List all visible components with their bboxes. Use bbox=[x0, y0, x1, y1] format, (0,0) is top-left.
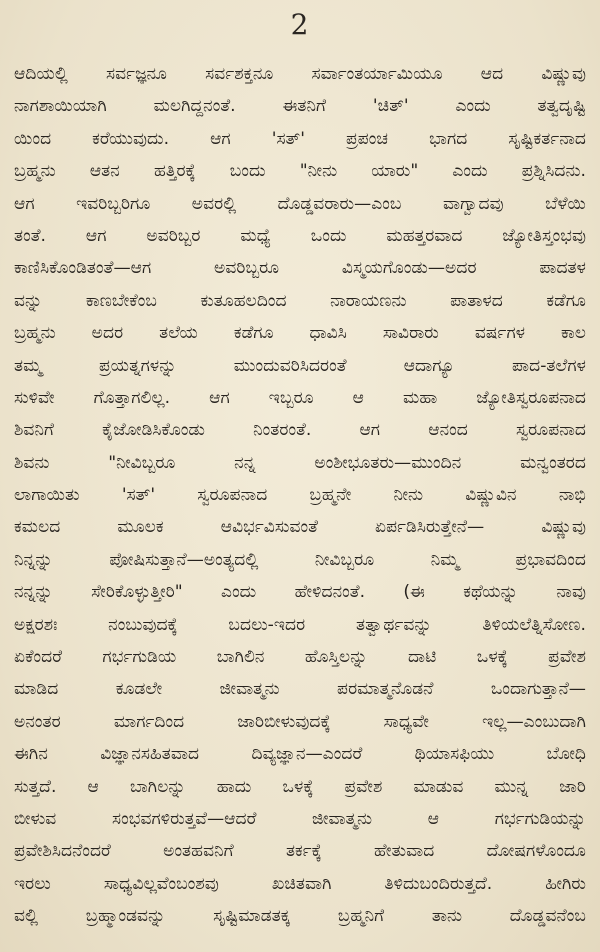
text-line: ಆಗ ಇವರಿಬ್ಬರಿಗೂ ಅವರಲ್ಲಿ ದೊಡ್ಡವರಾರು—ಎಂಬ ವಾಗ್ವಾದವು ಬೆಳೆಯಿ bbox=[14, 193, 586, 214]
text-line: ತಮ್ಮ ಪ್ರಯತ್ನಗಳನ್ನು ಮುಂದುವರಿಸಿದರಂತೆ ಆದಾಗ್ಯೂ ಪಾದ-ತಲೆಗಳ bbox=[14, 355, 586, 376]
text-line: ಮಾಡಿದ ಕೂಡಲೇ ಜೀವಾತ್ಮನು ಪರಮಾತ್ಮನೊಡನೆ ಒಂದಾಗುತ್ತಾನೆ— bbox=[14, 679, 586, 700]
text-line: ಯಿಂದ ಕರೆಯುವುದು. ಆಗ 'ಸತ್' ಪ್ರಪಂಚ ಭಾಗದ ಸೃಷ್ಟಿಕರ್ತನಾದ bbox=[14, 128, 586, 149]
body-text bbox=[14, 58, 586, 933]
text-line: ವಲ್ಲಿ ಬ್ರಹ್ಮಾಂಡವನ್ನು ಸೃಷ್ಟಿಮಾಡತಕ್ಕ ಬ್ರಹ್ಮನಿಗೆ ತಾನು ದೊಡ್ಡವನೆಂಬ bbox=[14, 906, 586, 927]
text-line: ಏಕೆಂದರೆ ಗರ್ಭಗುಡಿಯ ಬಾಗಿಲಿನ ಹೊಸ್ತಿಲನ್ನು ದಾಟಿ ಒಳಕ್ಕೆ ಪ್ರವೇಶ bbox=[14, 647, 586, 668]
text-line: ವನ್ನು ಕಾಣಬೇಕೆಂಬ ಕುತೂಹಲದಿಂದ ನಾರಾಯಣನು ಪಾತಾಳದ ಕಡೆಗೂ bbox=[14, 290, 586, 311]
text-line: ಬ್ರಹ್ಮನು ಅದರ ತಲೆಯ ಕಡೆಗೂ ಧಾವಿಸಿ ಸಾವಿರಾರು ವರ್ಷಗಳ ಕಾಲ bbox=[14, 323, 586, 344]
text-line: ಬ್ರಹ್ಮನು ಆತನ ಹತ್ತಿರಕ್ಕೆ ಬಂದು "ನೀನು ಯಾರು" ಎಂದು ಪ್ರಶ್ನಿಸಿದನು. bbox=[14, 161, 586, 182]
text-line: ಸುತ್ತದೆ. ಆ ಬಾಗಿಲನ್ನು ಹಾದು ಒಳಕ್ಕೆ ಪ್ರವೇಶ ಮಾಡುವ ಮುನ್ನ ಜಾರಿ bbox=[14, 776, 586, 797]
text-line: ಶಿವನಿಗೆ ಕೈಜೋಡಿಸಿಕೊಂಡು ನಿಂತರಂತೆ. ಆಗ ಆನಂದ ಸ್ವರೂಪನಾದ bbox=[14, 420, 586, 441]
text-line: ಅಕ್ಷರಶಃ ನಂಬುವುದಕ್ಕೆ ಬದಲು-ಇದರ ತತ್ವಾರ್ಥವನ್ನು ತಿಳಿಯಲೆತ್ನಿಸೋಣ. bbox=[14, 614, 586, 635]
text-line: ಈಗಿನ ವಿಜ್ಞಾನಸಹಿತವಾದ ದಿವ್ಯಜ್ಞಾನ—ಎಂದರೆ ಥಿಯಾಸಫಿಯು ಬೋಧಿ bbox=[14, 744, 586, 765]
text-line: ನಾಗಶಾಯಿಯಾಗಿ ಮಲಗಿದ್ದನಂತೆ. ಈತನಿಗೆ 'ಚಿತ್' ಎಂದು ತತ್ವದೃಷ್ಟಿ bbox=[14, 96, 586, 117]
text-line: ಪ್ರವೇಶಿಸಿದನೆಂದರೆ ಅಂತಹವನಿಗೆ ತರ್ಕಕ್ಕೆ ಹೇತುವಾದ ದೋಷಗಳೊಂದೂ bbox=[14, 841, 586, 862]
text-line: ತಂತೆ. ಆಗ ಅವರಿಬ್ಬರ ಮಧ್ಯೆ ಒಂದು ಮಹತ್ತರವಾದ ಜ್ಯೋತಿಸ್ತಂಭವು bbox=[14, 225, 586, 246]
text-line: ಇರಲು ಸಾಧ್ಯವಿಲ್ಲವೆಂಬಂಶವು ಖಚಿತವಾಗಿ ತಿಳಿದುಬಂದಿರುತ್ತದೆ. ಹೀಗಿರು bbox=[14, 873, 586, 894]
text-line: ಆದಿಯಲ್ಲಿ ಸರ್ವಜ್ಞನೂ ಸರ್ವಶಕ್ತನೂ ಸರ್ವಾಂತರ್ಯಾಮಿಯೂ ಆದ ವಿಷ್ಣುವು bbox=[14, 64, 586, 84]
text-line: ಲಾಗಾಯಿತು 'ಸತ್' ಸ್ವರೂಪನಾದ ಬ್ರಹ್ಮನೇ ನೀನು ವಿಷ್ಣುವಿನ ನಾಭಿ bbox=[14, 485, 586, 506]
text-line: ಸುಳಿವೇ ಗೊತ್ತಾಗಲಿಲ್ಲ. ಆಗ ಇಬ್ಬರೂ ಆ ಮಹಾ ಜ್ಯೋತಿಸ್ವರೂಪನಾದ bbox=[14, 387, 586, 408]
text-line: ಕಮಲದ ಮೂಲಕ ಆವಿರ್ಭವಿಸುವಂತೆ ಏರ್ಪಡಿಸಿರುತ್ತೇನೆ— ವಿಷ್ಣುವು bbox=[14, 517, 586, 538]
text-line: ಅನಂತರ ಮಾರ್ಗದಿಂದ ಜಾರಿಬೀಳುವುದಕ್ಕೆ ಸಾಧ್ಯವೇ ಇಲ್ಲ—ಎಂಬುದಾಗಿ bbox=[14, 711, 586, 732]
text-line: ಕಾಣಿಸಿಕೊಂಡಿತಂತೆ—ಆಗ ಅವರಿಬ್ಬರೂ ವಿಸ್ಮಯಗೊಂಡು—ಅದರ ಪಾದತಳ bbox=[14, 258, 586, 279]
text-line: ನನ್ನನ್ನು ಸೇರಿಕೊಳ್ಳುತ್ತೀರಿ" ಎಂದು ಹೇಳಿದನಂತೆ. (ಈ ಕಥೆಯನ್ನು ನಾವು bbox=[14, 582, 586, 603]
text-line: ನಿನ್ನನ್ನು ಪೋಷಿಸುತ್ತಾನೆ—ಅಂತ್ಯದಲ್ಲಿ ನೀವಿಬ್ಬರೂ ನಿಮ್ಮ ಪ್ರಭಾವದಿಂದ bbox=[14, 549, 586, 570]
text-line: ಬೀಳುವ ಸಂಭವಗಳಿರುತ್ತವೆ—ಆದರೆ ಜೀವಾತ್ಮನು ಆ ಗರ್ಭಗುಡಿಯನ್ನು bbox=[14, 808, 586, 829]
page-number: 2 bbox=[290, 8, 310, 41]
text-line: ಶಿವನು "ನೀವಿಬ್ಬರೂ ನನ್ನ ಅಂಶೀಭೂತರು—ಮುಂದಿನ ಮನ್ವಂತರದ bbox=[14, 452, 586, 473]
